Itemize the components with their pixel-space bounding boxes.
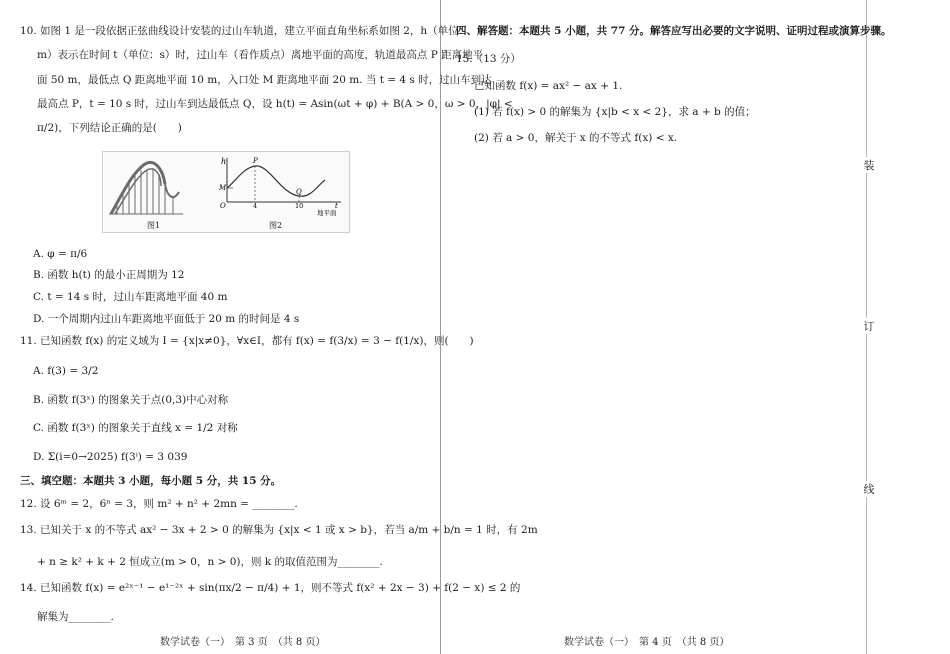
tick-4: 4 [253,202,258,210]
q10-line-2: m）表示在时间 t（单位：s）时，过山车（看作质点）离地平面的高度，轨道最高点 P 距离地平 [37,49,484,61]
question-13-line-2: + n ≥ k² + k + 2 恒成立(m > 0，n > 0)，则 k 的取值范围为________. [37,556,383,568]
q10-option-d: D. 一个周期内过山车距离地平面低于 20 m 的时间是 4 s [33,313,300,325]
q10-figure-svg [103,152,349,232]
q11-option-b: B. 函数 f(3ˣ) 的图象关于点(0,3)中心对称 [33,394,229,406]
label-m: M [219,184,227,192]
sine-graph [218,157,341,217]
figure-1-caption: 图1 [147,221,161,230]
q10-option-a: A. φ = π/6 [33,248,88,260]
q15-given: 已知函数 f(x) = ax² − ax + 1. [474,80,623,92]
roller-coaster-illustration [109,162,183,214]
left-page-footer: 数学试卷（一） 第 3 页 （共 8 页） [160,637,326,648]
label-q: Q [296,188,302,196]
q11-option-d: D. Σ(i=0→2025) f(3ⁱ) = 3 039 [33,451,188,463]
q10-line-3: 面 50 m，最低点 Q 距离地平面 10 m，入口处 M 距离地平面 20 m. 当 t = 4 s 时，过山车到达 [37,74,492,86]
section-4-title: 四、解答题：本题共 5 小题，共 77 分。解答应写出必要的文字说明、证明过程或演算步骤。 [456,25,892,37]
q11-option-a: A. f(3) = 3/2 [33,365,99,377]
binding-char-zhuang: 装 [863,159,875,172]
question-14-line-1: 14. 已知函数 f(x) = e²ˣ⁻¹ − e¹⁻²ˣ + sin(πx/2 − π/4) + 1，则不等式 f(x² + 2x − 3) + f(2 − x) ≤ 2 的 [20,582,521,594]
label-o: O [220,202,226,210]
label-h: h [221,157,227,166]
q11-stem: 11. 已知函数 f(x) 的定义域为 I = {x|x≠0}，∀x∈I，都有 f(x) = f(3/x) = 3 − f(1/x)，则( ) [20,335,474,347]
q10-figure [102,151,350,233]
ground-label: 地平面 [317,209,337,217]
q11-option-c: C. 函数 f(3ˣ) 的图象关于直线 x = 1/2 对称 [33,422,238,434]
q10-option-b: B. 函数 h(t) 的最小正周期为 12 [33,269,185,281]
q10-option-c: C. t = 14 s 时，过山车距离地平面 40 m [33,291,228,303]
binding-char-ding: 订 [863,320,875,333]
q10-line-1: 10. 如图 1 是一段依据正弦曲线设计安装的过山车轨道，建立平面直角坐标系如图 2，h（单位： [20,25,470,37]
binding-char-xian: 线 [863,483,875,496]
tick-10: 10 [295,202,304,210]
q15-part-2: (2) 若 a > 0，解关于 x 的不等式 f(x) < x. [474,132,678,144]
q10-line-4: 最高点 P，t = 10 s 时，过山车到达最低点 Q，设 h(t) = Asin(ωt + φ) + B(A > 0，ω > 0，|φ| < [37,98,513,110]
label-p: P [253,157,258,165]
right-page-footer: 数学试卷（一） 第 4 页 （共 8 页） [564,637,730,648]
sine-curve [227,166,325,196]
question-12: 12. 设 6ᵐ = 2，6ⁿ = 3，则 m² + n² + 2mn = ________. [20,498,298,510]
label-t: t [335,202,338,210]
section-3-title: 三、填空题：本题共 3 小题，每小题 5 分，共 15 分。 [20,475,282,487]
q15-header: 15.（13 分） [456,53,521,65]
q15-part-1: (1) 若 f(x) > 0 的解集为 {x|b < x < 2}，求 a + b 的值； [474,106,756,118]
q10-line-5: π/2)，下列结论正确的是( ) [37,122,182,134]
question-14-line-2: 解集为________. [37,611,114,623]
figure-2-caption: 图2 [269,221,283,230]
question-13-line-1: 13. 已知关于 x 的不等式 ax² − 3x + 2 > 0 的解集为 {x|x < 1 或 x > b}，若当 a/m + b/n = 1 时，有 2m [20,524,538,536]
